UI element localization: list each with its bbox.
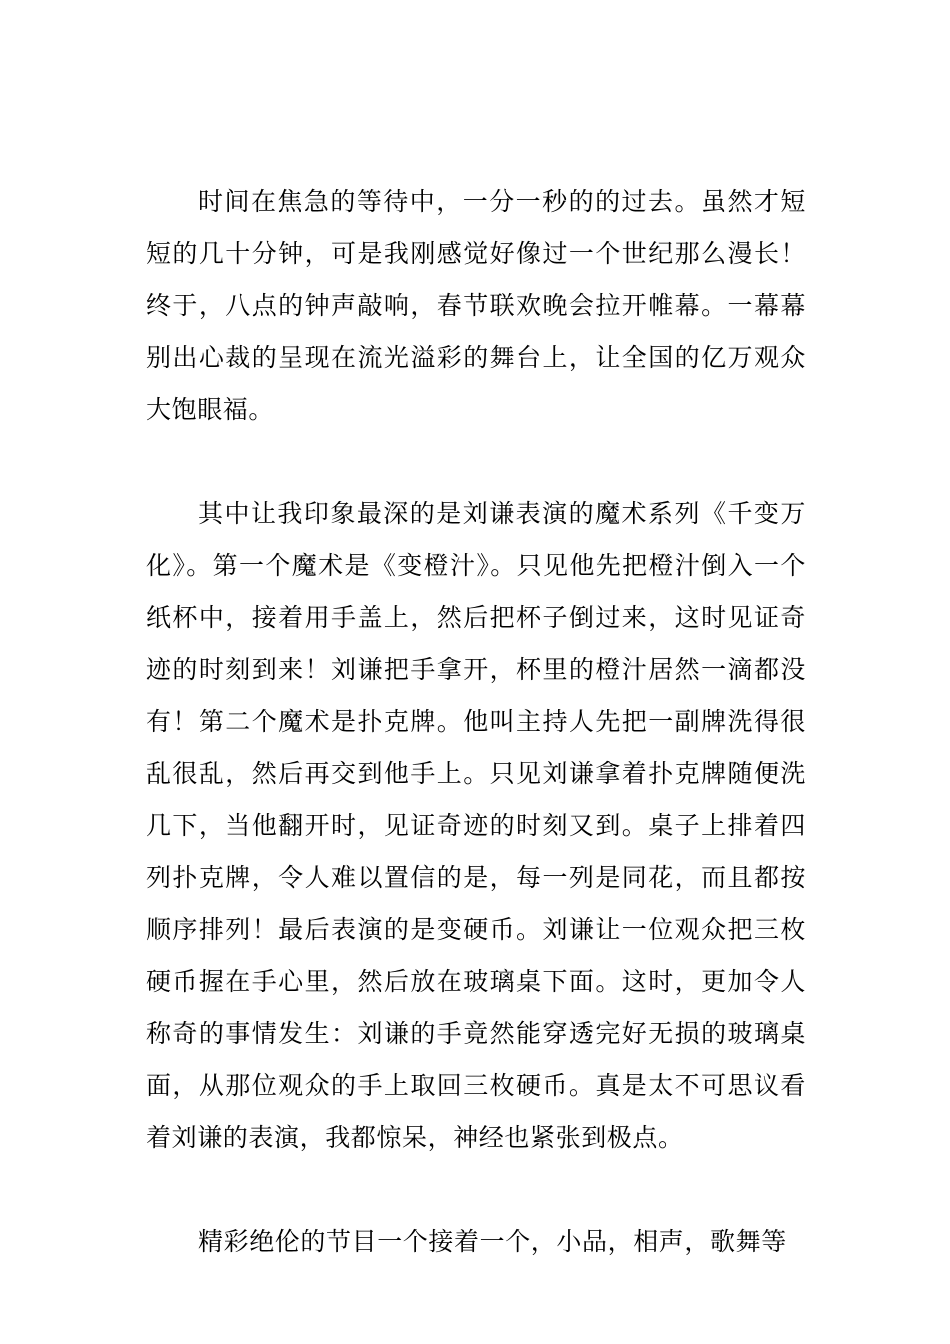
paragraph-programs: 精彩绝伦的节目一个接着一个，小品，相声，歌舞等	[198, 1227, 787, 1256]
paragraph-magic-show: 其中让我印象最深的是刘谦表演的魔术系列《千变万化》。第一个魔术是《变橙汁》。只见他先把橙汁倒入一个纸杯中，接着用手盖上，然后把杯子倒过来，这时见证奇迹的时刻到来！刘谦把手拿开，杯里的橙汁居然一滴都没有！第二个魔术是扑克牌。他叫主持人先把一副牌洗得很乱很乱，然后再交到他手上。只见刘谦拿着扑克牌随便洗几下，当他翻开时，见证奇迹的时刻又到。桌子上排着四列扑克牌，令人难以置信的是，每一列是同花，而且都按顺序排列！最后表演的是变硬币。刘谦让一位观众把三枚硬币握在手心里，然后放在玻璃桌下面。这时，更加令人称奇的事情发生：刘谦的手竟然能穿透完好无损的玻璃桌面，从那位观众的手上取回三枚硬币。真是太不可思议看着刘谦的表演，我都惊呆，神经也紧张到极点。	[146, 499, 806, 1152]
paragraph-waiting: 时间在焦急的等待中，一分一秒的的过去。虽然才短短的几十分钟，可是我刚感觉好像过一个世纪那么漫长！终于，八点的钟声敲响，春节联欢晚会拉开帷幕。一幕幕别出心裁的呈现在流光溢彩的舞台上，让全国的亿万观众大饱眼福。	[146, 187, 806, 424]
document-body	[146, 176, 806, 1268]
